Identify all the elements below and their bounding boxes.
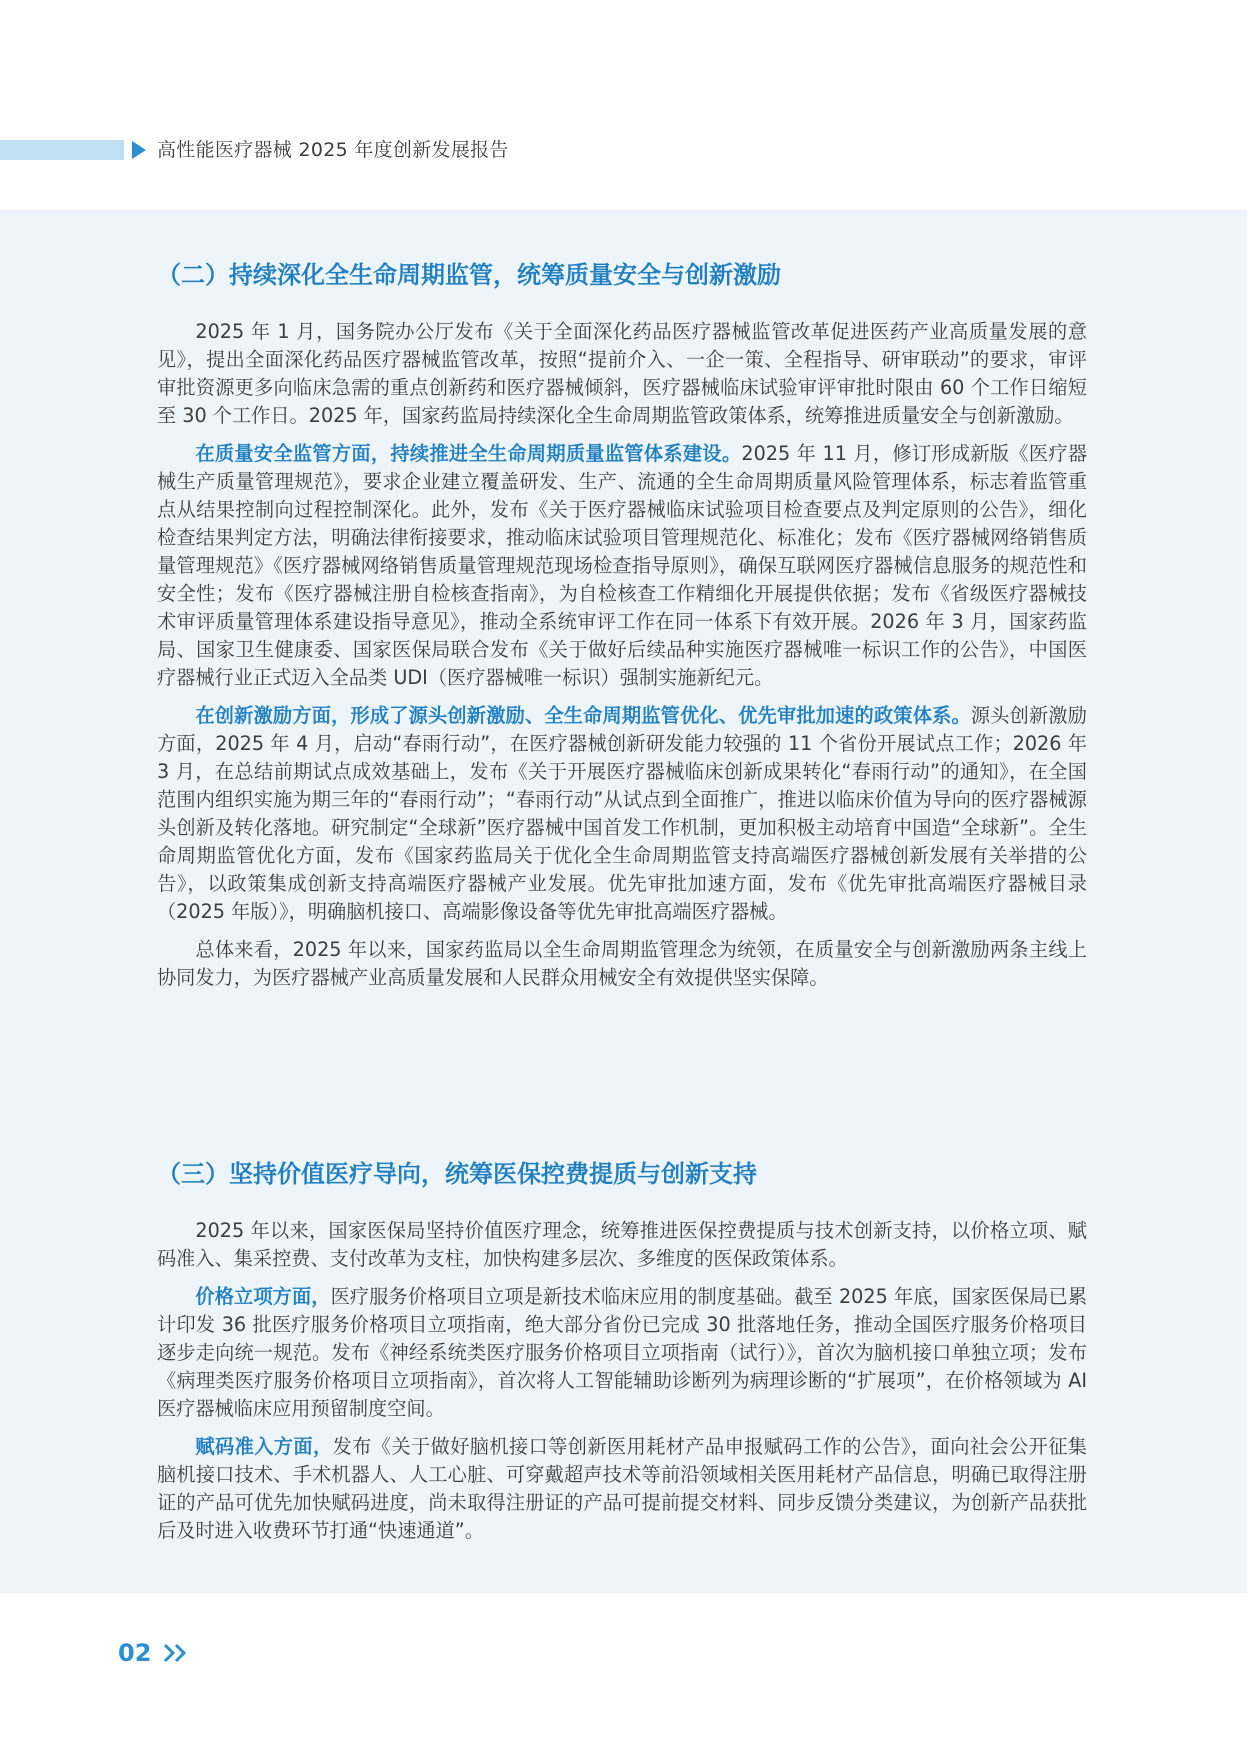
paragraph-text: 发布《关于做好脑机接口等创新医用耗材产品申报赋码工作的公告》，面向社会公开征集脑机接口技术、手术机器人、人工心脏、可穿戴超声技术等前沿领域相关医用耗材产品信息，明确已取得注册证的产品可优先加快赋码进度，尚未取得注册证的产品可提前提交材料、同步反馈分类建议，为创新产品获批后及时进入收费环节打通“快速通道”。	[157, 1435, 1087, 1542]
page-footer	[118, 1636, 318, 1670]
report-title: 高性能医疗器械 2025 年度创新发展报告	[157, 139, 509, 161]
paragraph-text: 源头创新激励方面，2025 年 4 月，启动“春雨行动”，在医疗器械创新研发能力较强的 11 个省份开展试点工作；2026 年 3 月，在总结前期试点成效基础上，发布《关于开展医疗器械临床创新成果转化“春雨行动”的通知》，在全国范围内组织实施为期三年的“春雨行动”；“春雨行动”从试点到全面推广，推进以临床价值为导向的医疗器械源头创新及转化落地。研究制定“全球新”医疗器械中国首发工作机制，更加积极主动培育中国造“全球新”。全生命周期监管优化方面，发布《国家药监局关于优化全生命周期监管支持高端医疗器械创新发展有关举措的公告》，以政策集成创新支持高端医疗器械产业发展。优先审批加速方面，发布《优先审批高端医疗器械目录（2025 年版）》，明确脑机接口、高端影像设备等优先审批高端医疗器械。	[157, 704, 1087, 923]
triangle-right-icon	[132, 141, 146, 159]
paragraph-lead: 在创新激励方面，形成了源头创新激励、全生命周期监管优化、优先审批加速的政策体系。	[195, 704, 971, 727]
paragraph	[157, 1283, 1087, 1423]
paragraph: 2025 年 1 月，国务院办公厅发布《关于全面深化药品医疗器械监管改革促进医药产业高质量发展的意见》，提出全面深化药品医疗器械监管改革，按照“提前介入、一企一策、全程指导、研审联动”的要求，审评审批资源更多向临床急需的重点创新药和医疗器械倾斜，医疗器械临床试验审评审批时限由 60 个工作日缩短至 30 个工作日。2025 年，国家药监局持续深化全生命周期监管政策体系，统筹推进质量安全与创新激励。	[157, 320, 1087, 427]
paragraph: 2025 年以来，国家医保局坚持价值医疗理念，统筹推进医保控费提质与技术创新支持，以价格立项、赋码准入、集采控费、支付改革为支柱，加快构建多层次、多维度的医保政策体系。	[157, 1219, 1087, 1270]
paragraph-lead: 在质量安全监管方面，持续推进全生命周期质量监管体系建设。	[195, 442, 742, 465]
paragraph-lead: 赋码准入方面，	[195, 1435, 333, 1458]
paragraph	[157, 1433, 1087, 1545]
page-number: 02	[118, 1639, 152, 1667]
header-color-band	[0, 140, 124, 160]
paragraph	[157, 440, 1087, 692]
paragraph	[157, 702, 1087, 926]
section-3-body	[157, 1217, 1087, 1555]
double-chevron-right-icon	[162, 1642, 192, 1664]
paragraph-text: 医疗服务价格项目立项是新技术临床应用的制度基础。截至 2025 年底，国家医保局已累计印发 36 批医疗服务价格项目立项指南，绝大部分省份已完成 30 批落地任务，推动全国医疗服务价格项目逐步走向统一规范。发布《神经系统类医疗服务价格项目立项指南（试行）》，首次为脑机接口单独立项；发布《病理类医疗服务价格项目立项指南》，首次将人工智能辅助诊断列为病理诊断的“扩展项”，在价格领域为 AI 医疗器械临床应用预留制度空间。	[157, 1285, 1088, 1420]
section-heading-3: （三）坚持价值医疗导向，统筹医保控费提质与创新支持	[157, 1160, 757, 1188]
paragraph-lead: 价格立项方面，	[195, 1285, 331, 1308]
section-heading-2: （二）持续深化全生命周期监管，统筹质量安全与创新激励	[157, 261, 781, 289]
running-header	[0, 138, 700, 162]
paragraph: 总体来看，2025 年以来，国家药监局以全生命周期监管理念为统领，在质量安全与创新激励两条主线上协同发力，为医疗器械产业高质量发展和人民群众用械安全有效提供坚实保障。	[157, 938, 1087, 989]
section-2-body	[157, 318, 1087, 1002]
paragraph-text: 2025 年 11 月，修订形成新版《医疗器械生产质量管理规范》，要求企业建立覆盖研发、生产、流通的全生命周期质量风险管理体系，标志着监管重点从结果控制向过程控制深化。此外，发布《关于医疗器械临床试验项目检查要点及判定原则的公告》，细化检查结果判定方法，明确法律衔接要求，推动临床试验项目管理规范化、标准化；发布《医疗器械网络销售质量管理规范》《医疗器械网络销售质量管理规范现场检查指导原则》，确保互联网医疗器械信息服务的规范性和安全性；发布《医疗器械注册自检核查指南》，为自检核查工作精细化开展提供依据；发布《省级医疗器械技术审评质量管理体系建设指导意见》，推动全系统审评工作在同一体系下有效开展。2026 年 3 月，国家药监局、国家卫生健康委、国家医保局联合发布《关于做好后续品种实施医疗器械唯一标识工作的公告》，中国医疗器械行业正式迈入全品类 UDI（医疗器械唯一标识）强制实施新纪元。	[157, 442, 1088, 689]
